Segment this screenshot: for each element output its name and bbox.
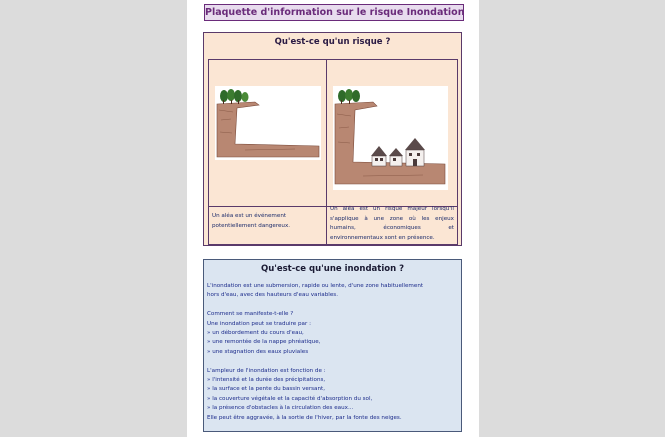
flood-heading: Qu'est-ce qu'une inondation ?: [260, 264, 405, 274]
list-item: » un débordement du cours d'eau,: [207, 330, 304, 337]
risk-section: [203, 32, 462, 246]
risk-table: [208, 59, 458, 245]
risk-heading: Qu'est-ce qu'un risque ?: [274, 37, 391, 47]
document-page: [187, 0, 479, 437]
list-item: » la surface et la pente du bassin versant,: [207, 386, 326, 393]
risk-drawing: [333, 86, 448, 190]
factors-title: L'ampleur de l'inondation est fonction de :: [207, 367, 326, 374]
list-item: » la présence d'obstacles à la circulation des eaux...: [207, 405, 354, 412]
tree-icon: [338, 89, 360, 104]
hazard-definition: Un aléa est un événement potentiellement dangereux.: [212, 213, 291, 229]
hazard-cliff-illustration: [215, 86, 321, 160]
flood-intro-line: L'inondation est une submersion, rapide ou lente, d'une zone habituellement: [207, 283, 424, 289]
flood-body: [207, 282, 457, 423]
list-item: » une remontée de la nappe phréatique,: [207, 339, 321, 346]
risk-cliff-houses-illustration: [333, 86, 448, 190]
manifest-title: Comment se manifeste-t-elle ?: [207, 311, 294, 318]
closing-note: Elle peut être aggravée, à la sortie de l'hiver, par la fonte des neiges.: [207, 414, 402, 421]
manifest-lead: Une inondation peut se traduire par :: [207, 320, 311, 327]
list-item: » la couverture végétale et la capacité d'absorption du sol,: [207, 395, 373, 402]
list-item: » une stagnation des eaux pluviales: [207, 348, 309, 355]
list-item: » l'intensité et la durée des précipitations,: [207, 377, 326, 384]
flood-intro-line: hors d'eau, avec des hauteurs d'eau variables.: [207, 292, 338, 299]
document-title: Plaquette d'information sur le risque Inondation: [204, 4, 464, 21]
major-risk-definition: Un aléa est un risque majeur lorsqu'il s'applique à une zone où les enjeux humains, économiques et environnementaux sont en présence.: [330, 206, 454, 241]
hazard-drawing: [215, 86, 321, 160]
flood-section: [203, 259, 462, 432]
table-column-divider: [326, 60, 327, 244]
